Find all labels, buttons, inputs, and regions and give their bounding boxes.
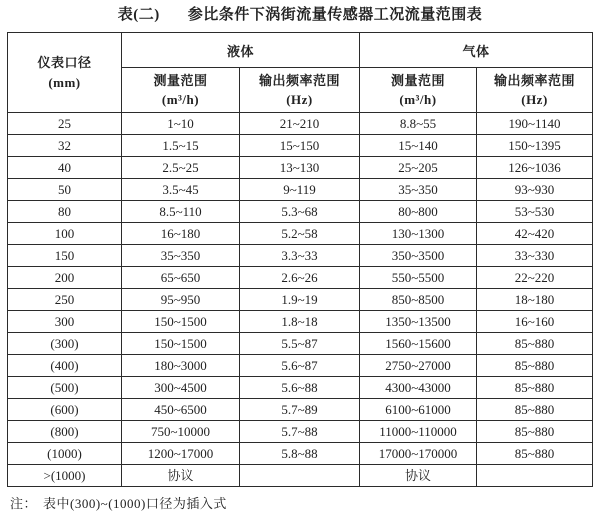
- cell-liquid-measure-range: 450~6500: [121, 399, 239, 421]
- cell-gas-measure-range: 130~1300: [360, 223, 477, 245]
- cell-liquid-measure-range: 300~4500: [121, 377, 239, 399]
- table-row: [7, 465, 592, 487]
- cell-diameter: (600): [7, 399, 121, 421]
- footnote-label: 注：: [10, 496, 38, 511]
- cell-diameter: 40: [7, 157, 121, 179]
- cell-gas-measure-range: 350~3500: [360, 245, 477, 267]
- cell-gas-measure-range: 6100~61000: [360, 399, 477, 421]
- cell-gas-measure-range: 1350~13500: [360, 311, 477, 333]
- table-row: [7, 135, 592, 157]
- cell-liquid-measure-range: 150~1500: [121, 311, 239, 333]
- cell-diameter: >(1000): [7, 465, 121, 487]
- cell-liquid-freq-range: [239, 465, 359, 487]
- cell-liquid-freq-range: 5.7~89: [239, 399, 359, 421]
- cell-gas-freq-range: 85~880: [477, 355, 593, 377]
- cell-liquid-freq-range: 5.7~88: [239, 421, 359, 443]
- header-diameter-label: 仪表口径: [37, 54, 92, 70]
- cell-liquid-freq-range: 3.3~33: [239, 245, 359, 267]
- table-row: [7, 201, 592, 223]
- cell-gas-measure-range: 8.8~55: [360, 113, 477, 135]
- cell-liquid-freq-range: 2.6~26: [239, 267, 359, 289]
- cell-liquid-measure-range: 8.5~110: [121, 201, 239, 223]
- table-row: [7, 443, 592, 465]
- header-diameter-unit: (mm): [48, 74, 81, 90]
- cell-gas-freq-range: 150~1395: [477, 135, 593, 157]
- header-gas-measure-label: 测量范围: [390, 73, 445, 88]
- cell-liquid-freq-range: 5.6~87: [239, 355, 359, 377]
- cell-liquid-freq-range: 1.8~18: [239, 311, 359, 333]
- cell-gas-freq-range: 126~1036: [477, 157, 593, 179]
- table-row: [7, 399, 592, 421]
- cell-gas-freq-range: 190~1140: [477, 113, 593, 135]
- header-liquid-freq-label: 输出频率范围: [258, 73, 340, 88]
- header-gas-group: 气体: [360, 33, 593, 68]
- cell-liquid-measure-range: 1~10: [121, 113, 239, 135]
- cell-gas-freq-range: 16~160: [477, 311, 593, 333]
- cell-liquid-measure-range: 1.5~15: [121, 135, 239, 157]
- cell-gas-freq-range: 33~330: [477, 245, 593, 267]
- header-liquid-freq-unit: (Hz): [286, 92, 313, 107]
- table-row: [7, 421, 592, 443]
- header-gas-freq-label: 输出频率范围: [494, 73, 576, 88]
- cell-diameter: (500): [7, 377, 121, 399]
- cell-diameter: 50: [7, 179, 121, 201]
- cell-gas-freq-range: 18~180: [477, 289, 593, 311]
- cell-liquid-measure-range: 35~350: [121, 245, 239, 267]
- header-gas-measure-range: [360, 68, 477, 113]
- cell-liquid-freq-range: 5.5~87: [239, 333, 359, 355]
- cell-diameter: (800): [7, 421, 121, 443]
- table-number: 表(二): [117, 7, 160, 23]
- cell-diameter: 100: [7, 223, 121, 245]
- header-liquid-measure-unit: (m³/h): [161, 92, 200, 107]
- cell-gas-measure-range: 11000~110000: [360, 421, 477, 443]
- cell-gas-freq-range: [477, 465, 593, 487]
- table-title: [0, 5, 600, 26]
- cell-gas-measure-range: 850~8500: [360, 289, 477, 311]
- table-row: [7, 333, 592, 355]
- cell-diameter: 250: [7, 289, 121, 311]
- cell-gas-measure-range: 2750~27000: [360, 355, 477, 377]
- cell-gas-freq-range: 85~880: [477, 333, 593, 355]
- cell-gas-measure-range: 1560~15600: [360, 333, 477, 355]
- table-row: [7, 289, 592, 311]
- cell-gas-measure-range: 4300~43000: [360, 377, 477, 399]
- cell-diameter: 32: [7, 135, 121, 157]
- table-row: [7, 245, 592, 267]
- cell-diameter: 300: [7, 311, 121, 333]
- cell-gas-freq-range: 85~880: [477, 443, 593, 465]
- cell-gas-freq-range: 53~530: [477, 201, 593, 223]
- cell-liquid-measure-range: 95~950: [121, 289, 239, 311]
- header-gas-freq-range: [477, 68, 593, 113]
- cell-liquid-freq-range: 21~210: [239, 113, 359, 135]
- cell-liquid-freq-range: 5.3~68: [239, 201, 359, 223]
- table-row: [7, 355, 592, 377]
- flow-range-table: [7, 32, 593, 487]
- cell-liquid-freq-range: 9~119: [239, 179, 359, 201]
- cell-gas-freq-range: 85~880: [477, 399, 593, 421]
- cell-gas-measure-range: 550~5500: [360, 267, 477, 289]
- flow-table-body: [7, 113, 592, 487]
- cell-liquid-measure-range: 180~3000: [121, 355, 239, 377]
- header-liquid-measure-label: 测量范围: [153, 73, 208, 88]
- cell-gas-measure-range: 80~800: [360, 201, 477, 223]
- footnote-text: 表中(300)~(1000)口径为插入式: [43, 496, 227, 511]
- header-gas-freq-unit: (Hz): [521, 92, 548, 107]
- cell-liquid-measure-range: 16~180: [121, 223, 239, 245]
- header-liquid-measure-range: [121, 68, 239, 113]
- cell-diameter: 80: [7, 201, 121, 223]
- cell-liquid-measure-range: 750~10000: [121, 421, 239, 443]
- cell-liquid-measure-range: 协议: [121, 465, 239, 487]
- cell-diameter: 150: [7, 245, 121, 267]
- table-row: [7, 267, 592, 289]
- cell-gas-measure-range: 15~140: [360, 135, 477, 157]
- cell-gas-freq-range: 42~420: [477, 223, 593, 245]
- cell-diameter: (300): [7, 333, 121, 355]
- cell-liquid-measure-range: 3.5~45: [121, 179, 239, 201]
- header-diameter: [7, 33, 121, 113]
- cell-liquid-measure-range: 150~1500: [121, 333, 239, 355]
- cell-liquid-freq-range: 5.2~58: [239, 223, 359, 245]
- cell-gas-measure-range: 协议: [360, 465, 477, 487]
- cell-diameter: (1000): [7, 443, 121, 465]
- cell-diameter: 25: [7, 113, 121, 135]
- header-liquid-group: 液体: [121, 33, 359, 68]
- cell-diameter: (400): [7, 355, 121, 377]
- table-row: [7, 223, 592, 245]
- cell-liquid-measure-range: 65~650: [121, 267, 239, 289]
- cell-liquid-freq-range: 5.8~88: [239, 443, 359, 465]
- cell-diameter: 200: [7, 267, 121, 289]
- table-row: [7, 377, 592, 399]
- footnote: [10, 493, 600, 512]
- cell-liquid-measure-range: 2.5~25: [121, 157, 239, 179]
- cell-gas-freq-range: 22~220: [477, 267, 593, 289]
- cell-liquid-freq-range: 15~150: [239, 135, 359, 157]
- cell-gas-measure-range: 25~205: [360, 157, 477, 179]
- table-title-text: 参比条件下涡街流量传感器工况流量范围表: [187, 7, 483, 23]
- table-row: [7, 179, 592, 201]
- cell-liquid-freq-range: 13~130: [239, 157, 359, 179]
- header-row-groups: [7, 33, 592, 68]
- cell-gas-freq-range: 85~880: [477, 377, 593, 399]
- table-row: [7, 311, 592, 333]
- header-liquid-freq-range: [239, 68, 359, 113]
- cell-liquid-measure-range: 1200~17000: [121, 443, 239, 465]
- table-row: [7, 113, 592, 135]
- cell-gas-freq-range: 93~930: [477, 179, 593, 201]
- cell-liquid-freq-range: 1.9~19: [239, 289, 359, 311]
- cell-gas-freq-range: 85~880: [477, 421, 593, 443]
- table-row: [7, 157, 592, 179]
- cell-gas-measure-range: 17000~170000: [360, 443, 477, 465]
- cell-gas-measure-range: 35~350: [360, 179, 477, 201]
- cell-liquid-freq-range: 5.6~88: [239, 377, 359, 399]
- header-gas-measure-unit: (m³/h): [399, 92, 437, 107]
